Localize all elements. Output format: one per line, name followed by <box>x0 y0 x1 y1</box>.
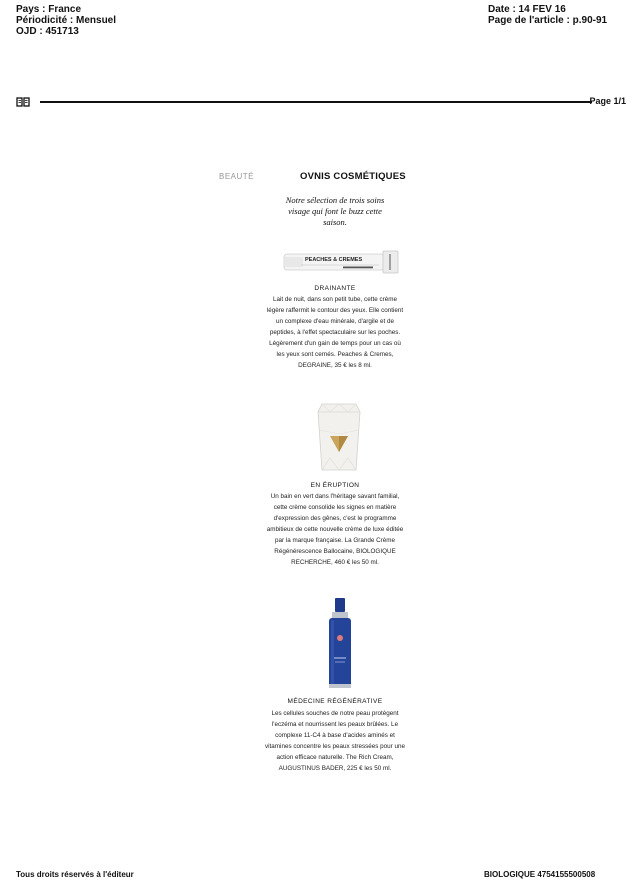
header-right <box>488 4 607 26</box>
cream-tube-image <box>283 248 399 276</box>
product-description-drainante: Lait de nuit, dans son petit tube, cette crème légère raffermit le contour des yeux. Elle contient un complexe d'eau minérale, d'argile et de peptides, à l'effet spectaculaire sur les poches. Légèrement d'un gain de temps pour un cas où les yeux sont cernés. Peaches & Cremes, DEGRAINE, 35 € les 8 ml. <box>266 296 404 369</box>
country-line: Pays : France <box>16 4 82 15</box>
page-rule <box>16 95 626 109</box>
divider-line <box>40 101 592 103</box>
periodicity-line: Périodicité : Mensuel <box>16 15 117 26</box>
ojd-line: OJD : 451713 <box>16 26 79 37</box>
serum-bottle-image <box>326 598 354 690</box>
footer-code: BIOLOGIQUE 4754155500508 <box>484 870 596 879</box>
book-icon <box>16 95 30 109</box>
header-left <box>16 4 116 37</box>
footer-rights: Tous droits réservés à l'éditeur <box>16 870 134 879</box>
tube-brand-text: PEACHES & CREMES <box>305 257 363 263</box>
faceted-jar-image <box>316 400 362 474</box>
article-page-line: Page de l'article : p.90-91 <box>488 15 608 26</box>
article-title: OVNIS COSMÉTIQUES <box>300 171 406 182</box>
product-description-eruption: Un bain en vert dans l'héritage savant familial, cette crème consolide les signes en matière d'expression des gênes, c'est le programme ambitieux de cette nouvelle crème de luxe éditée par la marque française. La Grande Crème Régénérescence Ballocaine, BIOLOGIQUE RECHERCHE, 460 € les 50 ml. <box>266 493 404 566</box>
page-number: Page 1/1 <box>589 96 626 106</box>
product-description-regenerative: Les cellules souches de notre peau protègent l'eczéma et nourrissent les peaux brûlées. Le complexe 11-C4 à base d'acides aminés et vitamines concentre les peaux stressées pour une action efficace naturelle. The Rich Cream, AUGUSTINUS BADER, 225 € les 50 ml. <box>265 710 406 772</box>
product-name-regenerative: MÉDECINE RÉGÉNÉRATIVE <box>287 698 383 705</box>
article-intro: Notre sélection de trois soins visage qui font le buzz cette saison. <box>285 195 385 227</box>
product-name-eruption: EN ÉRUPTION <box>310 482 360 489</box>
date-line: Date : 14 FEV 16 <box>488 4 566 15</box>
product-name-drainante: DRAINANTE <box>314 285 356 292</box>
section-label: BEAUTÉ <box>219 172 255 181</box>
